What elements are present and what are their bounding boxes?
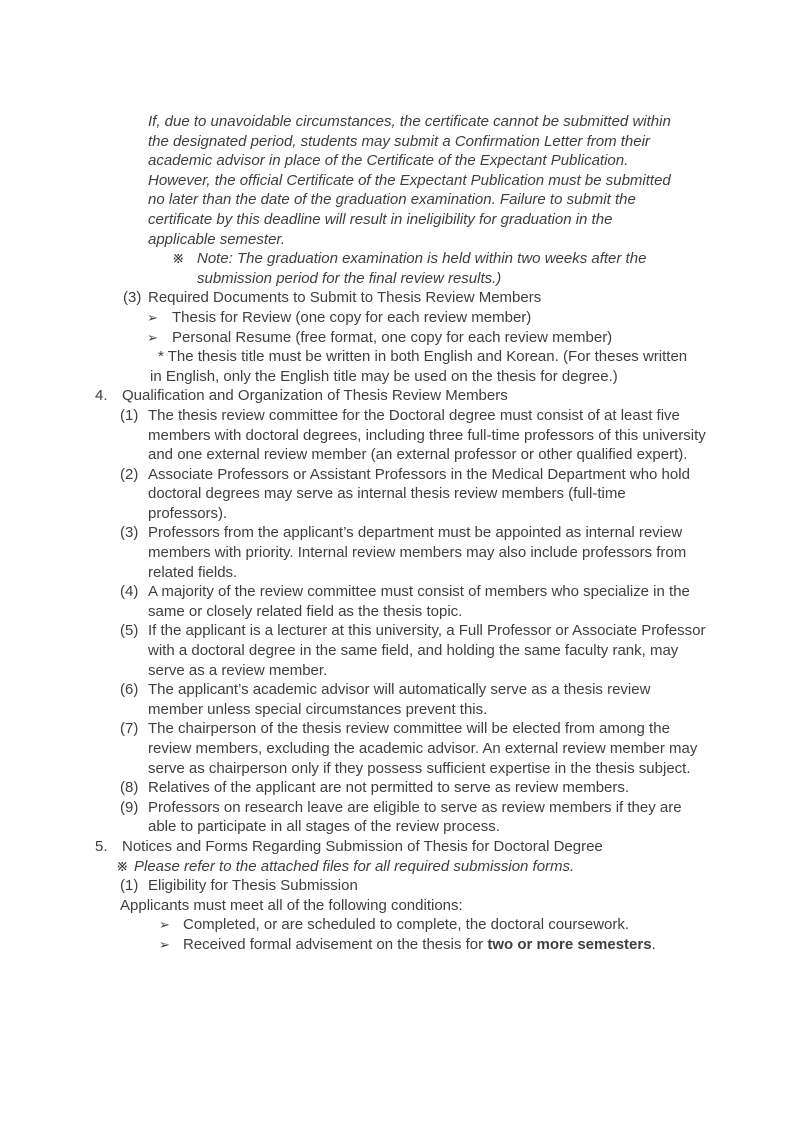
section4-item-4	[120, 582, 794, 621]
section4-item-1	[120, 406, 794, 465]
item-text: The thesis review committee for the Doctoral degree must consist of at least five members with doctoral degrees, including three full-time professors of this university and one external review member (an external professor or other qualified expert).	[148, 406, 706, 464]
item-text: Relatives of the applicant are not permitted to serve as review members.	[148, 779, 630, 797]
item-3-marker: (3)	[123, 289, 142, 307]
section-4-heading	[95, 386, 794, 406]
reference-mark: ※	[172, 250, 185, 268]
condition-text-suffix: .	[651, 935, 656, 953]
section4-item-7	[120, 719, 794, 778]
section4-item-6	[120, 680, 794, 719]
section-5-title: Notices and Forms Regarding Submission of Thesis for Doctoral Degree	[122, 837, 603, 855]
condition-text	[183, 935, 698, 955]
item-marker: (3)	[120, 524, 139, 542]
item-marker: (6)	[120, 681, 139, 699]
section4-item-3	[120, 523, 794, 582]
item-text: The chairperson of the thesis review committee will be elected from among the review members, excluding the academic advisor. An external review member may serve as chairperson only if they possess sufficient expertise in the thesis subject.	[148, 720, 698, 777]
section-4-title: Qualification and Organization of Thesis Review Members	[122, 387, 508, 405]
item-text: A majority of the review committee must consist of members who specialize in the same or closely related field as the thesis topic.	[148, 583, 690, 620]
thesis-title-note: * The thesis title must be written in both English and Korean. (For theses written in English, only the English title may be used on the thesis for degree.)	[150, 348, 688, 385]
item-text: Professors on research leave are eligible to serve as review members if they are able to participate in all stages of the review process.	[148, 798, 682, 836]
section-5-number: 5.	[95, 837, 108, 855]
item-marker: (2)	[120, 465, 139, 483]
bullet-personal-resume	[147, 328, 794, 348]
condition-text: Completed, or are scheduled to complete, the doctoral coursework.	[183, 916, 630, 934]
item-text: Associate Professors or Assistant Professors in the Medical Department who hold doctoral degrees may serve as internal thesis review members (full-time professors).	[148, 465, 690, 522]
section-5-heading	[95, 837, 794, 857]
item-text: Professors from the applicant’s department must be appointed as internal review members with priority. Internal review members may also include professors from related fields.	[148, 524, 687, 581]
arrow-bullet-icon: ➢	[159, 936, 170, 952]
condition-text-prefix: Received formal advisement on the thesis for	[183, 935, 488, 953]
condition-coursework	[159, 915, 794, 935]
section4-item-8	[120, 778, 794, 798]
reference-mark: ※	[116, 857, 129, 875]
item-marker: (1)	[120, 877, 139, 895]
eligibility-heading-text: Eligibility for Thesis Submission	[148, 877, 358, 895]
arrow-bullet-icon: ➢	[147, 329, 158, 345]
section4-item-9	[120, 798, 794, 837]
item-marker: (4)	[120, 583, 139, 601]
condition-advisement	[159, 935, 794, 955]
section-4-number: 4.	[95, 387, 108, 405]
required-documents-heading	[123, 288, 794, 308]
item-marker: (9)	[120, 798, 139, 816]
section4-item-2	[120, 465, 794, 524]
bullet-text: Personal Resume (free format, one copy for each review member)	[172, 328, 613, 346]
item-marker: (7)	[120, 720, 139, 738]
bullet-thesis-for-review	[147, 308, 794, 328]
item-text: The applicant’s academic advisor will automatically serve as a thesis review member unless special circumstances prevent this.	[148, 681, 651, 718]
certificate-exception-paragraph: If, due to unavoidable circumstances, the certificate cannot be submitted within the designated period, students may submit a Confirmation Letter from their academic advisor in place of the Certificate of the Expectant Publication. However, the official Certificate of the Expectant Publication must be submitted no later than the date of the graduation examination. Failure to submit the certificate by this deadline will result in ineligibility for graduation in the applicable semester.	[148, 113, 671, 248]
arrow-bullet-icon: ➢	[159, 917, 170, 933]
section4-item-5	[120, 621, 794, 680]
arrow-bullet-icon: ➢	[147, 309, 158, 325]
eligibility-heading	[120, 876, 794, 896]
bold-emphasis: two or more semesters	[487, 935, 652, 953]
item-marker: (1)	[120, 406, 139, 424]
attached-files-note	[116, 857, 794, 877]
bullet-text: Thesis for Review (one copy for each review member)	[172, 308, 532, 326]
graduation-exam-note	[172, 249, 794, 288]
required-documents-heading-text: Required Documents to Submit to Thesis Review Members	[148, 289, 542, 307]
conditions-intro: Applicants must meet all of the following conditions:	[120, 896, 463, 914]
item-text: If the applicant is a lecturer at this university, a Full Professor or Associate Professor with a doctoral degree in the same field, and holding the same faculty rank, may serve as a review member.	[148, 622, 706, 679]
attached-files-note-text: Please refer to the attached files for all required submission forms.	[134, 857, 575, 875]
graduation-exam-note-text: Note: The graduation examination is held within two weeks after the submission period for the final review results.)	[197, 250, 647, 287]
item-marker: (5)	[120, 622, 139, 640]
item-marker: (8)	[120, 779, 139, 797]
